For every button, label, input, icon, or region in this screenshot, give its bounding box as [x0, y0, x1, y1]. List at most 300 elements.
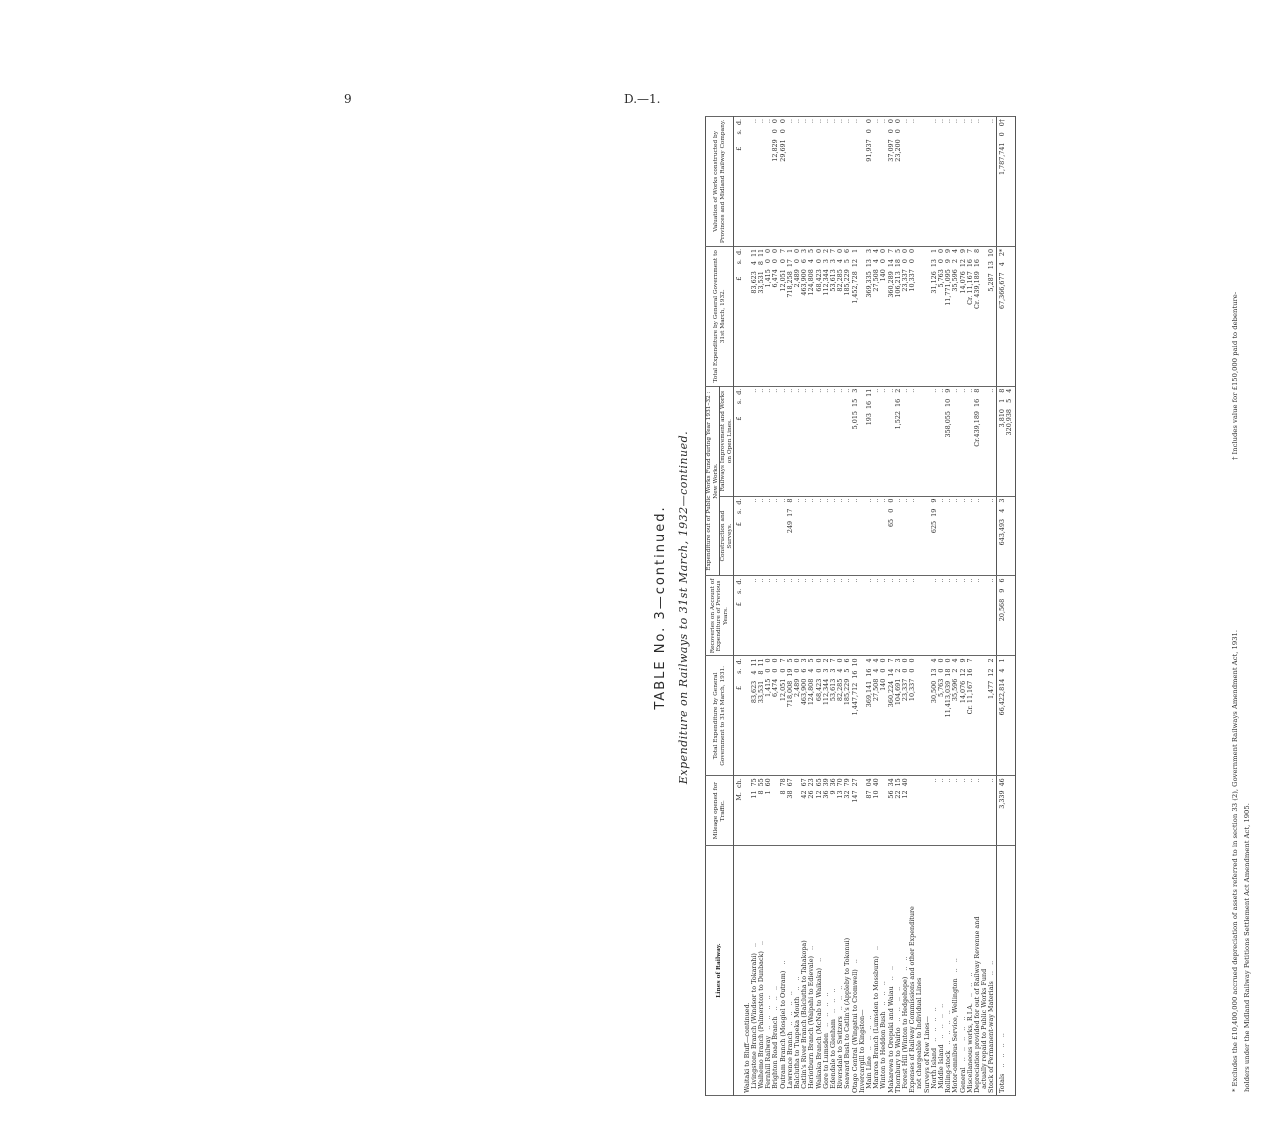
cell-total1932: 68,423 0 0: [816, 246, 823, 386]
cell-mileage: [924, 776, 931, 846]
cell-construction: ..: [765, 496, 772, 576]
cell-valuation: ..: [808, 117, 815, 247]
cell-improvement: ..: [751, 386, 758, 496]
cell-valuation: ..: [931, 117, 938, 247]
cell-valuation: ..: [837, 117, 844, 247]
cell-total1931: 33,531 8 11: [758, 656, 765, 776]
cell-improvement: ..: [844, 386, 851, 496]
cell-name: Outram Branch (Mosgiel to Outram) ..: [780, 846, 787, 1096]
cell-name: Waikaka Branch (McNab to Waikaka) ..: [816, 846, 823, 1096]
cell-improvement: ..: [880, 386, 887, 496]
cell-total1932: 1,452,728 12 1: [852, 246, 859, 386]
cell-valuation: 23,200 0 0: [895, 117, 902, 247]
cell-name: Surveys of New Lines—: [924, 846, 931, 1096]
cell-name: Waitaki to Bluff—continued.: [744, 846, 751, 1096]
cell-mileage: 38 67: [787, 776, 794, 846]
cell-valuation: ..: [902, 117, 909, 247]
cell-valuation: ..: [751, 117, 758, 247]
cell-mileage: 13 70: [837, 776, 844, 846]
cell-mileage: 9 36: [830, 776, 837, 846]
cell-mileage: 12 40: [902, 776, 909, 846]
header-improvement: Railways Improvement and Works on Open Lines.: [720, 386, 734, 496]
cell-recoveries: ..: [816, 576, 823, 656]
header-expenditure-group: Expenditure out of Public Works Fund during Year 1931–32 : New Works.: [706, 386, 720, 576]
unit-mileage: M. ch.: [734, 776, 744, 846]
cell-construction: [859, 496, 866, 576]
cell-recoveries: ..: [967, 576, 974, 656]
cell-mileage: 26 23: [808, 776, 815, 846]
cell-total1932: 112,344 3 2: [823, 246, 830, 386]
cell-valuation: ..: [974, 117, 981, 247]
cell-name: Riversdale to Switzers .. .. ..: [837, 846, 844, 1096]
cell-total1932: 12,051 0 7: [780, 246, 787, 386]
cell-total1932: 106,213 18 5: [895, 246, 902, 386]
cell-total1932: 31,126 13 1: [931, 246, 938, 386]
cell-improvement: 1,522 16 2: [895, 386, 902, 496]
cell-mileage: 8 55: [758, 776, 765, 846]
cell-total1931: 1,477 12 2: [988, 656, 996, 776]
cell-improvement: ..: [960, 386, 967, 496]
cell-improvement: [916, 386, 923, 496]
cell-total1931: 185,229 5 6: [844, 656, 851, 776]
cell-construction: 249 17 8: [787, 496, 794, 576]
cell-construction: ..: [938, 496, 945, 576]
unit-total-1932: £ s. d.: [734, 246, 744, 386]
cell-construction: ..: [808, 496, 815, 576]
cell-valuation: ..: [988, 117, 996, 247]
cell-total1932: 27,508 4 4: [873, 246, 880, 386]
cell-improvement: ..: [888, 386, 895, 496]
totals-improvement: [996, 386, 1015, 496]
cell-name: Thornbury to Wairio .. .. .. ..: [895, 846, 902, 1096]
cell-construction: [916, 496, 923, 576]
header-total-1931: Total Expenditure by General Government to 31st March, 1931.: [706, 656, 734, 776]
cell-recoveries: ..: [938, 576, 945, 656]
cell-valuation: ..: [765, 117, 772, 247]
cell-total1931: [916, 656, 923, 776]
cell-improvement: [924, 386, 931, 496]
cell-valuation: 91,937 0 0: [866, 117, 873, 247]
cell-improvement: ..: [988, 386, 996, 496]
cell-total1932: 2,489 0 0: [794, 246, 801, 386]
cell-improvement: ..: [823, 386, 830, 496]
cell-construction: ..: [960, 496, 967, 576]
cell-total1932: 23,337 0 0: [902, 246, 909, 386]
cell-recoveries: [916, 576, 923, 656]
totals-label: Totals .. .. .. ..: [996, 846, 1015, 1096]
cell-mileage: 87 04: [866, 776, 873, 846]
cell-valuation: ..: [816, 117, 823, 247]
cell-valuation: ..: [909, 117, 916, 247]
cell-valuation: ..: [758, 117, 765, 247]
cell-total1932: 360,289 14 7: [888, 246, 895, 386]
cell-recoveries: ..: [931, 576, 938, 656]
cell-construction: ..: [866, 496, 873, 576]
cell-total1931: 5,763 0 0: [938, 656, 945, 776]
header-lines: Lines of Railway.: [706, 846, 734, 1096]
cell-construction: ..: [952, 496, 959, 576]
cell-recoveries: ..: [787, 576, 794, 656]
cell-total1932: [916, 246, 923, 386]
cell-construction: ..: [967, 496, 974, 576]
cell-construction: ..: [772, 496, 779, 576]
cell-total1931: 83,623 4 11: [751, 656, 758, 776]
cell-valuation: ..: [873, 117, 880, 247]
cell-total1931: 718,008 19 5: [787, 656, 794, 776]
cell-recoveries: ..: [888, 576, 895, 656]
cell-improvement: [744, 386, 751, 496]
cell-recoveries: [924, 576, 931, 656]
totals-row: [996, 117, 1015, 1096]
cell-name: Fernhill Railway .. .. .. ..: [765, 846, 772, 1096]
table-row: [974, 117, 981, 1096]
cell-mileage: 36 39: [823, 776, 830, 846]
totals-total-1932: 67,366,677 4 2*: [996, 246, 1015, 386]
cell-valuation: ..: [880, 117, 887, 247]
cell-recoveries: ..: [751, 576, 758, 656]
totals-total-1931: 66,422,814 4 1: [996, 656, 1015, 776]
cell-improvement: ..: [816, 386, 823, 496]
cell-total1932: 124,808 4 5: [808, 246, 815, 386]
footnote-star-continued: holders under the Midland Railway Petitions Settlement Act Amendment Act, 1905.: [1243, 803, 1251, 1092]
cell-total1931: 112,344 3 2: [823, 656, 830, 776]
cell-total1932: 463,900 6 3: [801, 246, 808, 386]
cell-total1931: 1,415 0 0: [765, 656, 772, 776]
cell-valuation: ..: [952, 117, 959, 247]
cell-total1932: 6,474 0 0: [772, 246, 779, 386]
cell-name: Rolling-stock .. .. .. ..: [945, 846, 952, 1096]
cell-name: Motor-omnibus Service, Wellington .. ..: [952, 846, 959, 1096]
cell-improvement: ..: [938, 386, 945, 496]
cell-recoveries: [859, 576, 866, 656]
cell-name: not chargeable to Individual Lines: [916, 846, 923, 1096]
cell-construction: ..: [758, 496, 765, 576]
cell-total1932: 5,287 13 10: [988, 246, 996, 386]
cell-construction: ..: [830, 496, 837, 576]
cell-total1932: 369,335 13 3: [866, 246, 873, 386]
totals-construction: 643,493 4 3: [996, 496, 1015, 576]
cell-total1931: 14,076 12 9: [960, 656, 967, 776]
cell-mileage: [981, 776, 988, 846]
cell-improvement: ..: [830, 386, 837, 496]
cell-construction: [744, 496, 751, 576]
cell-improvement: ..: [787, 386, 794, 496]
cell-total1932: 185,229 5 6: [844, 246, 851, 386]
cell-construction: ..: [816, 496, 823, 576]
cell-recoveries: ..: [952, 576, 959, 656]
cell-name: Waihemo Branch (Palmerston to Dunback) ..: [758, 846, 765, 1096]
cell-construction: 625 19 9: [931, 496, 938, 576]
cell-improvement: [981, 386, 988, 496]
cell-construction: ..: [801, 496, 808, 576]
cell-total1931: 12,051 0 7: [780, 656, 787, 776]
cell-valuation: [924, 117, 931, 247]
cell-total1931: 140 0 0: [880, 656, 887, 776]
page-reference: D.—1.: [624, 92, 661, 106]
cell-improvement: ..: [931, 386, 938, 496]
cell-total1932: 35,596 2 4: [952, 246, 959, 386]
cell-recoveries: ..: [837, 576, 844, 656]
cell-valuation: [981, 117, 988, 247]
cell-total1931: 104,691 2 3: [895, 656, 902, 776]
header-total-1932: Total Expenditure by General Government to 31st March, 1932.: [706, 246, 734, 386]
cell-improvement: ..: [967, 386, 974, 496]
footnote-star: * Excludes the £10,400,000 accrued depreciation of assets referred to in section 33 (2), Government Railways Amendment Act, 1931.: [1231, 629, 1239, 1092]
header-construction: Construction and Surveys.: [720, 496, 734, 576]
totals-mileage: 3,339 46: [996, 776, 1015, 846]
cell-total1932: 82,285 4 0: [837, 246, 844, 386]
cell-recoveries: ..: [758, 576, 765, 656]
cell-mileage: ..: [938, 776, 945, 846]
cell-mileage: 12 65: [816, 776, 823, 846]
table-body: [734, 117, 996, 1096]
cell-name: Depreciation provided for out of Railway Revenue and: [974, 846, 981, 1096]
cell-recoveries: ..: [765, 576, 772, 656]
table-row: [909, 117, 916, 1096]
cell-name: Livingstone Branch (Windsor to Tokarahi) ..: [751, 846, 758, 1096]
cell-construction: ..: [780, 496, 787, 576]
cell-improvement: 358,055 10 9: [945, 386, 952, 496]
cell-total1931: 53,613 3 7: [830, 656, 837, 776]
cell-construction: [981, 496, 988, 576]
header-recoveries: Recoveries on Account of Expenditure of Previous Years.: [706, 576, 734, 656]
cell-valuation: ..: [830, 117, 837, 247]
cell-recoveries: ..: [830, 576, 837, 656]
cell-total1931: 369,141 16 4: [866, 656, 873, 776]
cell-total1931: Cr. 11,167 16 7: [967, 656, 974, 776]
cell-construction: ..: [988, 496, 996, 576]
cell-total1931: 30,500 13 4: [931, 656, 938, 776]
cell-mileage: 147 27: [852, 776, 859, 846]
cell-recoveries: ..: [801, 576, 808, 656]
cell-total1932: 53,613 3 7: [830, 246, 837, 386]
cell-recoveries: ..: [852, 576, 859, 656]
cell-improvement: ..: [780, 386, 787, 496]
cell-recoveries: ..: [988, 576, 996, 656]
cell-recoveries: [981, 576, 988, 656]
cell-mileage: ..: [960, 776, 967, 846]
cell-recoveries: ..: [866, 576, 873, 656]
rotated-table-page: [645, 115, 1265, 1100]
units-row: [734, 117, 744, 1096]
cell-recoveries: ..: [945, 576, 952, 656]
cell-total1932: 10,337 0 0: [909, 246, 916, 386]
cell-construction: ..: [873, 496, 880, 576]
cell-name: Balclutha to Tuapeka Mouth .. ..: [794, 846, 801, 1096]
cell-improvement: ..: [794, 386, 801, 496]
cell-mileage: 42 67: [801, 776, 808, 846]
cell-total1932: 11,771,095 9 9: [945, 246, 952, 386]
cell-name: Invercargill to Kingston—: [859, 846, 866, 1096]
cell-valuation: ..: [794, 117, 801, 247]
cell-construction: ..: [909, 496, 916, 576]
cell-construction: ..: [794, 496, 801, 576]
cell-mileage: ..: [988, 776, 996, 846]
cell-valuation: ..: [945, 117, 952, 247]
cell-improvement: ..: [808, 386, 815, 496]
cell-construction: 65 0 0: [888, 496, 895, 576]
cell-name: Lawrence Branch .. .. .. ..: [787, 846, 794, 1096]
cell-name: Middle Island .. .. .. ..: [938, 846, 945, 1096]
cell-recoveries: ..: [844, 576, 851, 656]
totals-recoveries: 20,568 9 6: [996, 576, 1015, 656]
unit-total-1931: £ s. d.: [734, 656, 744, 776]
cell-improvement: ..: [909, 386, 916, 496]
cell-name: Brighton Road Branch .. .. ..: [772, 846, 779, 1096]
cell-name: Catlin's River Branch (Balclutha to Tahakopa): [801, 846, 808, 1096]
unit-valuation: £ s. d.: [734, 117, 744, 247]
footnote-dagger: † Includes value for £150,000 paid to debenture-: [1231, 291, 1239, 460]
expenditure-table: [705, 116, 1016, 1096]
cell-name: North Island .. .. .. ..: [931, 846, 938, 1096]
cell-mileage: 11 75: [751, 776, 758, 846]
cell-recoveries: ..: [794, 576, 801, 656]
cell-total1932: 718,258 17 1: [787, 246, 794, 386]
cell-name: Main Line .. .. .. ..: [866, 846, 873, 1096]
cell-name: General .. .. .. .. ..: [960, 846, 967, 1096]
cell-valuation: [916, 117, 923, 247]
cell-construction: ..: [895, 496, 902, 576]
totals-improvement-b: 320,938 5 4: [1004, 388, 1013, 436]
cell-name: actually repaid to Public Works Fund: [981, 846, 988, 1096]
unit-improvement: £ s. d.: [734, 386, 744, 496]
cell-total1932: 14,076 12 9: [960, 246, 967, 386]
cell-recoveries: ..: [772, 576, 779, 656]
cell-improvement: ..: [873, 386, 880, 496]
cell-total1931: 11,413,039 18 0: [945, 656, 952, 776]
cell-name: Heriotburn Branch (Waipahi to Edievale) ..: [808, 846, 815, 1096]
table-row: [916, 117, 923, 1096]
table-subtitle: Expenditure on Railways to 31st March, 1932—continued.: [677, 430, 690, 785]
cell-mileage: ..: [967, 776, 974, 846]
cell-name: Makarewa to Orepuki and Waiau .. ..: [888, 846, 895, 1096]
totals-valuation: 1,787,741 0 0†: [996, 117, 1015, 247]
cell-total1931: 10,337 0 0: [909, 656, 916, 776]
cell-recoveries: ..: [902, 576, 909, 656]
cell-mileage: 8 78: [780, 776, 787, 846]
cell-valuation: ..: [787, 117, 794, 247]
cell-total1931: 23,337 0 0: [902, 656, 909, 776]
cell-mileage: 56 34: [888, 776, 895, 846]
cell-total1932: Cr. 11,167 16 7: [967, 246, 974, 386]
cell-valuation: 29,691 0 0: [780, 117, 787, 247]
cell-valuation: ..: [801, 117, 808, 247]
cell-total1932: 5,763 0 0: [938, 246, 945, 386]
cell-total1931: 463,900 6 3: [801, 656, 808, 776]
cell-mileage: [916, 776, 923, 846]
cell-recoveries: ..: [780, 576, 787, 656]
cell-improvement: ..: [837, 386, 844, 496]
cell-recoveries: ..: [880, 576, 887, 656]
cell-improvement: ..: [758, 386, 765, 496]
cell-total1931: [974, 656, 981, 776]
cell-recoveries: ..: [823, 576, 830, 656]
cell-total1932: Cr. 439,189 16 8: [974, 246, 981, 386]
cell-valuation: ..: [967, 117, 974, 247]
cell-valuation: 37,097 0 0: [888, 117, 895, 247]
cell-name: Expenses of Railway Commissions and other Expenditure: [909, 846, 916, 1096]
table-title: TABLE No. 3—continued.: [653, 505, 668, 710]
table-row: [988, 117, 996, 1096]
cell-construction: ..: [974, 496, 981, 576]
cell-name: Otago Central (Wingatui to Cromwell) ..: [852, 846, 859, 1096]
cell-mileage: 10 40: [873, 776, 880, 846]
cell-total1931: 1,447,712 16 10: [852, 656, 859, 776]
cell-name: Miscellaneous works, R.I.A. .. .. ..: [967, 846, 974, 1096]
cell-name: Stock of Permanent-way Materials .. ..: [988, 846, 996, 1096]
cell-improvement: ..: [801, 386, 808, 496]
cell-recoveries: ..: [895, 576, 902, 656]
cell-mileage: 1 60: [765, 776, 772, 846]
cell-valuation: 12,829 0 0: [772, 117, 779, 247]
cell-mileage: [909, 776, 916, 846]
cell-name: Edendale to Glenham .. .. ..: [830, 846, 837, 1096]
cell-name: Seaward Bush to Catlin's (Appleby to Tokonui): [844, 846, 851, 1096]
cell-mileage: ..: [952, 776, 959, 846]
unit-recoveries: £ s. d.: [734, 576, 744, 656]
cell-construction: ..: [823, 496, 830, 576]
cell-improvement: ..: [765, 386, 772, 496]
cell-recoveries: ..: [974, 576, 981, 656]
cell-improvement: ..: [902, 386, 909, 496]
cell-construction: ..: [844, 496, 851, 576]
cell-total1932: 33,531 8 11: [758, 246, 765, 386]
cell-mileage: 32 79: [844, 776, 851, 846]
header-valuation: Valuation of Works constructed by Provinces and Midland Railway Company.: [706, 117, 734, 247]
cell-total1932: 83,623 4 11: [751, 246, 758, 386]
cell-total1931: 360,224 14 7: [888, 656, 895, 776]
cell-total1931: 124,808 4 5: [808, 656, 815, 776]
cell-name: Forest Hill (Winton to Hedgehope) .. ..: [902, 846, 909, 1096]
cell-valuation: [744, 117, 751, 247]
cell-total1932: 1,415 0 0: [765, 246, 772, 386]
cell-valuation: ..: [960, 117, 967, 247]
cell-construction: ..: [945, 496, 952, 576]
cell-total1931: 68,423 0 0: [816, 656, 823, 776]
cell-improvement: 5,015 15 3: [852, 386, 859, 496]
cell-valuation: ..: [844, 117, 851, 247]
cell-name: Mararoa Branch (Lumsden to Mossburn) ..: [873, 846, 880, 1096]
cell-valuation: ..: [938, 117, 945, 247]
cell-recoveries: [744, 576, 751, 656]
cell-construction: ..: [880, 496, 887, 576]
cell-improvement: Cr.439,189 16 8: [974, 386, 981, 496]
cell-construction: ..: [837, 496, 844, 576]
page-number: 9: [344, 92, 352, 106]
cell-improvement: ..: [772, 386, 779, 496]
cell-total1931: 35,596 2 4: [952, 656, 959, 776]
cell-total1931: 6,474 0 0: [772, 656, 779, 776]
cell-valuation: ..: [823, 117, 830, 247]
cell-mileage: 22 15: [895, 776, 902, 846]
cell-total1931: 82,285 4 0: [837, 656, 844, 776]
cell-construction: ..: [902, 496, 909, 576]
cell-recoveries: ..: [808, 576, 815, 656]
unit-construction: £ s. d.: [734, 496, 744, 576]
cell-total1931: 2,489 0 0: [794, 656, 801, 776]
cell-name: Winton to Heddon Bush .. .. ..: [880, 846, 887, 1096]
cell-recoveries: ..: [909, 576, 916, 656]
table-row: [852, 117, 859, 1096]
cell-improvement: ..: [952, 386, 959, 496]
cell-recoveries: ..: [873, 576, 880, 656]
cell-construction: ..: [751, 496, 758, 576]
cell-total1931: 27,508 4 4: [873, 656, 880, 776]
cell-valuation: ..: [852, 117, 859, 247]
cell-recoveries: ..: [960, 576, 967, 656]
cell-mileage: ..: [974, 776, 981, 846]
cell-total1932: 140 0 0: [880, 246, 887, 386]
